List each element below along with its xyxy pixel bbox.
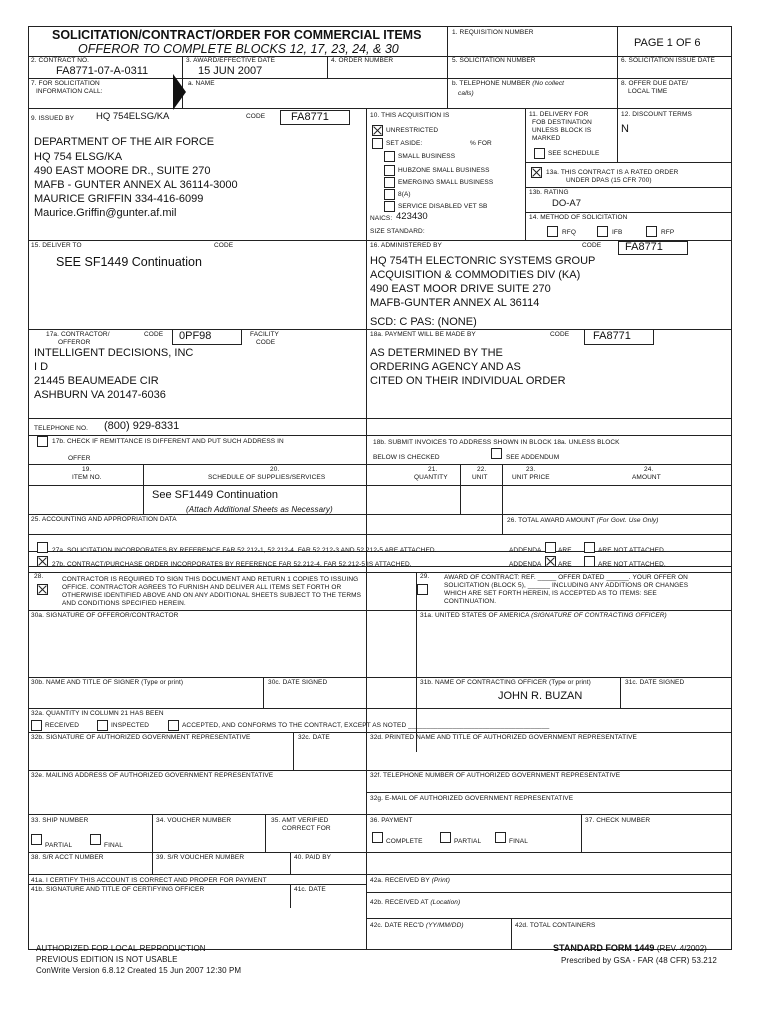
36-label: 36. PAYMENT [370, 817, 413, 824]
issuer-line-4: MAFB - GUNTER ANNEX AL 36114-3000 [34, 179, 238, 191]
32f-label: 32f. TELEPHONE NUMBER OF AUTHORIZED GOVERNMENT REPRESENTATIVE [370, 772, 621, 779]
delivery-label-2: FOB DESTINATION [532, 119, 592, 126]
contractor-line-2: I D [34, 361, 49, 373]
administered-scd: SCD: C PAS: (NONE) [370, 316, 477, 328]
see-schedule-checkbox[interactable] [534, 148, 545, 159]
complete-checkbox[interactable] [372, 832, 383, 843]
administered-line-2: ACQUISITION & COMMODITIES DIV (KA) [370, 269, 581, 281]
29-checkbox[interactable] [417, 584, 428, 595]
39-label: 39. S/R VOUCHER NUMBER [156, 854, 245, 861]
complete-label: COMPLETE [386, 838, 423, 845]
hubzone-label: HUBZONE SMALL BUSINESS [398, 167, 490, 174]
35-label-2: CORRECT FOR [282, 825, 331, 832]
hubzone-checkbox[interactable] [384, 165, 395, 176]
28-number: 28. [34, 573, 44, 580]
administered-line-3: 490 EAST MOOR DRIVE SUITE 270 [370, 283, 551, 295]
small-business-label: SMALL BUSINESS [398, 153, 456, 160]
payment-code-label: CODE [550, 331, 570, 338]
contractor-line-4: ASHBURN VA 20147-6036 [34, 389, 166, 401]
27b-are-not-label: ARE NOT ATTACHED. [598, 561, 666, 568]
telephone-label: b. TELEPHONE NUMBER (No collect [452, 80, 565, 87]
27b-are-not-checkbox[interactable] [584, 556, 595, 567]
payment-line-3: CITED ON THEIR INDIVIDUAL ORDER [370, 375, 566, 387]
administered-line-4: MAFB-GUNTER ANNEX AL 36114 [370, 297, 540, 309]
ship-final-checkbox[interactable] [90, 834, 101, 845]
remittance-label-2: OFFER [68, 455, 91, 462]
page-indicator [634, 37, 700, 50]
telephone-note: calls) [458, 90, 474, 97]
inspected-label: INSPECTED [111, 722, 150, 729]
27a-are-label: ARE [558, 547, 572, 554]
submit-invoices-label-1: 18b. SUBMIT INVOICES TO ADDRESS SHOWN IN BLOCK 18a. UNLESS BLOCK [373, 439, 620, 446]
order-number-label: 4. ORDER NUMBER [331, 57, 394, 64]
41c-label: 41c. DATE [294, 886, 326, 893]
payment-code-box [584, 329, 654, 345]
form-title: SOLICITATION/CONTRACT/ORDER FOR COMMERCIAL ITEMS [52, 28, 422, 42]
contractor-label-2: OFFEROR [58, 339, 91, 346]
27a-checkbox[interactable] [37, 542, 48, 553]
issued-code-box [280, 110, 350, 125]
rfp-label: RFP [661, 229, 675, 236]
42d-label: 42d. TOTAL CONTAINERS [515, 922, 596, 929]
col-22-num: 22. [477, 466, 487, 473]
footer-form-id: STANDARD FORM 1449 (REV. 4/2002) [553, 943, 707, 953]
29-line-3: WHICH ARE SET FORTH HEREIN, IS ACCEPTED AS TO ITEMS: SEE [444, 590, 657, 597]
rfq-checkbox[interactable] [547, 226, 558, 237]
deliver-to-label: 15. DELIVER TO [31, 242, 82, 249]
rated-order-label-2: UNDER DPAS (15 CFR 700) [566, 177, 652, 184]
offer-due-label-1: 8. OFFER DUE DATE/ [621, 80, 689, 87]
31b-label: 31b. NAME OF CONTRACTING OFFICER (Type or print) [420, 679, 591, 686]
29-line-1: AWARD OF CONTRACT: REF. _____ OFFER DATED ______. YOUR OFFER ON [444, 574, 688, 581]
small-business-checkbox[interactable] [384, 151, 395, 162]
27b-are-label: ARE [558, 561, 572, 568]
deliver-to-value: SEE SF1449 Continuation [56, 255, 202, 269]
accounting-label: 25. ACCOUNTING AND APPROPRIATION DATA [31, 516, 177, 523]
30b-label: 30b. NAME AND TITLE OF SIGNER (Type or print) [31, 679, 184, 686]
received-checkbox[interactable] [31, 720, 42, 731]
see-addendum-label: SEE ADDENDUM [506, 454, 560, 461]
41b-label: 41b. SIGNATURE AND TITLE OF CERTIFYING OFFICER [31, 886, 205, 893]
28-line-1: CONTRACTOR IS REQUIRED TO SIGN THIS DOCUMENT AND RETURN 1 COPIES TO ISSUING [62, 576, 359, 583]
acquisition-label: 10. THIS ACQUISITION IS [370, 112, 450, 119]
28-line-2: OFFICE. CONTRACTOR AGREES TO FURNISH AND DELIVER ALL ITEMS SET FORTH OR [62, 584, 342, 591]
rated-order-checkbox[interactable] [531, 167, 542, 178]
facility-label-1: FACILITY [250, 331, 279, 338]
col-20-label: SCHEDULE OF SUPPLIES/SERVICES [208, 474, 326, 481]
naics-value: 423430 [396, 211, 428, 222]
rfp-checkbox[interactable] [646, 226, 657, 237]
payment-final-checkbox[interactable] [495, 832, 506, 843]
29-line-2: SOLICITATION (BLOCK 5), ______ INCLUDING ANY ADDITIONS OR CHANGES [444, 582, 689, 589]
total-award-label: 26. TOTAL AWARD AMOUNT (For Govt. Use Only) [507, 517, 659, 524]
payment-code-value: FA8771 [593, 330, 631, 342]
payment-line-2: ORDERING AGENCY AND AS [370, 361, 521, 373]
administered-line-1: HQ 754TH ELECTONRIC SYSTEMS GROUP [370, 255, 596, 267]
ship-final-label: FINAL [104, 842, 123, 849]
footer-prescribed: Prescribed by GSA - FAR (48 CFR) 53.212 [561, 956, 717, 965]
see-addendum-checkbox[interactable] [491, 448, 502, 459]
accepted-label: ACCEPTED, AND CONFORMS TO THE CONTRACT, EXCEPT AS NOTED ______________________________________ [182, 722, 550, 729]
unrestricted-label: UNRESTRICTED [386, 127, 439, 134]
35-label-1: 35. AMT VERIFIED [271, 817, 329, 824]
rating-value: DO-A7 [552, 198, 582, 209]
42a-label: 42a. RECEIVED BY (Print) [370, 877, 450, 884]
27a-are-checkbox[interactable] [545, 542, 556, 553]
col-20-num: 20. [270, 466, 280, 473]
eight-a-checkbox[interactable] [384, 189, 395, 200]
inspected-checkbox[interactable] [97, 720, 108, 731]
info-call-label-1: 7. FOR SOLICITATION [31, 80, 100, 87]
issuer-line-6: Maurice.Griffin@gunter.af.mil [34, 207, 177, 219]
delivery-label-3: UNLESS BLOCK IS [532, 127, 592, 134]
info-call-label-2: INFORMATION CALL: [36, 88, 103, 95]
page-total: 6 [694, 37, 701, 49]
sf1449-form [28, 26, 732, 950]
42c-label: 42c. DATE REC'D (YY/MM/DD) [370, 922, 464, 929]
size-standard-label: SIZE STANDARD: [370, 228, 425, 235]
42b-label: 42b. RECEIVED AT (Location) [370, 899, 461, 906]
contract-no-value: FA8771-07-A-0311 [56, 65, 149, 77]
telephone-no-label: TELEPHONE NO. [34, 425, 89, 432]
attach-sheets-note: (Attach Additional Sheets as Necessary) [186, 505, 333, 514]
contractor-code-box [172, 329, 242, 345]
eight-a-label: 8(A) [398, 191, 411, 198]
submit-invoices-label-2: BELOW IS CHECKED [373, 454, 440, 461]
ship-partial-label: PARTIAL [45, 842, 73, 849]
41a-label: 41a. I CERTIFY THIS ACCOUNT IS CORRECT AND PROPER FOR PAYMENT [31, 877, 267, 884]
col-23-label: UNIT PRICE [512, 474, 550, 481]
name-label: a. NAME [188, 80, 215, 87]
contracting-officer-name: JOHN R. BUZAN [498, 690, 583, 702]
offer-due-label-2: LOCAL TIME [628, 88, 668, 95]
col-19-label: ITEM NO. [72, 474, 102, 481]
contractor-line-1: INTELLIGENT DECISIONS, INC [34, 347, 194, 359]
payment-label: 18a. PAYMENT WILL BE MADE BY [370, 331, 476, 338]
emerging-label: EMERGING SMALL BUSINESS [398, 179, 494, 186]
contract-no-label: 2. CONTRACT NO. [31, 57, 90, 64]
contractor-code-value: 0PF98 [179, 330, 212, 342]
issued-code-value: FA8771 [291, 111, 329, 123]
33-label: 33. SHIP NUMBER [31, 817, 89, 824]
rating-label: 13b. RATING [529, 189, 569, 196]
contracting-officer-signature-field[interactable] [420, 622, 728, 676]
solicitation-number-label: 5. SOLICITATION NUMBER [452, 57, 536, 64]
issuer-line-3: 490 EAST MOORE DR., SUITE 270 [34, 165, 211, 177]
remittance-checkbox[interactable] [37, 436, 48, 447]
28-line-3: OTHERWISE IDENTIFIED ABOVE AND ON ANY ADDITIONAL SHEETS SUBJECT TO THE TERMS [62, 592, 362, 599]
administered-code-value: FA8771 [625, 241, 663, 253]
27a-addenda-label: ADDENDA [509, 547, 542, 554]
32g-label: 32g. E-MAIL OF AUTHORIZED GOVERNMENT REPRESENTATIVE [370, 795, 574, 802]
see-schedule-label: SEE SCHEDULE [548, 150, 600, 157]
schedule-body: See SF1449 Continuation [152, 489, 278, 501]
issuer-line-2: HQ 754 ELSG/KA [34, 151, 123, 163]
28-line-4: AND CONDITIONS SPECIFIED HEREIN. [62, 600, 186, 607]
payment-partial-checkbox[interactable] [440, 832, 451, 843]
col-22-label: UNIT [472, 474, 488, 481]
setaside-checkbox[interactable] [372, 138, 383, 149]
ifb-checkbox[interactable] [597, 226, 608, 237]
solicitation-issue-date-label: 6. SOLICITATION ISSUE DATE [621, 57, 715, 64]
arrow-right-icon [173, 74, 186, 110]
31a-label: 31a. UNITED STATES OF AMERICA (SIGNATURE OF CONTRACTING OFFICER) [420, 612, 667, 619]
form-subtitle: OFFEROR TO COMPLETE BLOCKS 12, 17, 23, 24, & 30 [78, 42, 399, 56]
page-label: PAGE 1 OF [634, 37, 692, 49]
remittance-label-1: 17b. CHECK IF REMITTANCE IS DIFFERENT AND PUT SUCH ADDRESS IN [52, 438, 284, 445]
accepted-checkbox[interactable] [168, 720, 179, 731]
requisition-number-label: 1. REQUISITION NUMBER [452, 29, 534, 36]
deliver-code-label: CODE [214, 242, 234, 249]
administered-code-label: CODE [582, 242, 602, 249]
col-21-label: QUANTITY [414, 474, 448, 481]
30a-label: 30a. SIGNATURE OF OFFEROR/CONTRACTOR [31, 612, 179, 619]
30c-label: 30c. DATE SIGNED [268, 679, 328, 686]
col-21-num: 21. [428, 466, 438, 473]
naics-label: NAICS: [370, 215, 393, 222]
27a-are-not-checkbox[interactable] [584, 542, 595, 553]
27b-are-checkbox[interactable] [545, 556, 556, 567]
32b-label: 32b. SIGNATURE OF AUTHORIZED GOVERNMENT REPRESENTATIVE [31, 734, 251, 741]
administered-label: 16. ADMINISTERED BY [370, 242, 442, 249]
27b-label: 27b. CONTRACT/PURCHASE ORDER INCORPORATES BY REFERENCE FAR 52.212-4. FAR 52.212-5 IS ATTACHED. [52, 561, 412, 568]
facility-label-2: CODE [256, 339, 276, 346]
ship-partial-checkbox[interactable] [31, 834, 42, 845]
32a-label: 32a. QUANTITY IN COLUMN 21 HAS BEEN [31, 710, 164, 717]
discount-terms-label: 12. DISCOUNT TERMS [621, 111, 692, 118]
31c-label: 31c. DATE SIGNED [625, 679, 685, 686]
29-number: 29. [420, 573, 430, 580]
col-23-num: 23. [526, 466, 536, 473]
discount-terms-value: N [621, 123, 629, 135]
award-date-value: 15 JUN 2007 [198, 65, 263, 77]
38-label: 38. S/R ACCT NUMBER [31, 854, 104, 861]
27a-label: 27a. SOLICITATION INCORPORATES BY REFERENCE FAR 52.212-1, 52.212-4. FAR 52.212-3 AND 52.212-5 ARE ATTACHED. [52, 547, 437, 554]
unrestricted-checkbox[interactable] [372, 125, 383, 136]
award-date-label: 3. AWARD/EFFECTIVE DATE [186, 57, 276, 64]
col-24-num: 24. [644, 466, 654, 473]
footer-conwrite: ConWrite Version 6.8.12 Created 15 Jun 2007 12:30 PM [36, 966, 242, 975]
ifb-label: IFB [612, 229, 623, 236]
rfq-label: RFQ [562, 229, 577, 236]
rated-order-label-1: 13a. THIS CONTRACT IS A RATED ORDER [546, 169, 679, 176]
telephone-no-value: (800) 929-8331 [104, 420, 180, 432]
payment-partial-label: PARTIAL [454, 838, 482, 845]
29-line-4: CONTINUATION. [444, 598, 497, 605]
sdvosb-checkbox[interactable] [384, 201, 395, 212]
footer-reproduction: AUTHORIZED FOR LOCAL REPRODUCTION [36, 944, 206, 953]
issued-code-label: CODE [246, 113, 266, 120]
27b-checkbox[interactable] [37, 556, 48, 567]
received-label: RECEIVED [45, 722, 80, 729]
27a-are-not-label: ARE NOT ATTACHED. [598, 547, 666, 554]
contractor-line-3: 21445 BEAUMEADE CIR [34, 375, 159, 387]
27b-addenda-label: ADDENDA [509, 561, 542, 568]
sdvosb-label: SERVICE DISABLED VET SB [398, 203, 488, 210]
footer-previous-edition: PREVIOUS EDITION IS NOT USABLE [36, 955, 178, 964]
col-24-label: AMOUNT [632, 474, 661, 481]
delivery-label-4: MARKED [532, 135, 561, 142]
contractor-code-label: CODE [144, 331, 164, 338]
34-label: 34. VOUCHER NUMBER [156, 817, 232, 824]
delivery-label-1: 11. DELIVERY FOR [529, 111, 589, 118]
28-checkbox[interactable] [37, 584, 48, 595]
37-label: 37. CHECK NUMBER [585, 817, 651, 824]
percent-for-label: % FOR [470, 140, 492, 147]
issued-by-label: 9. ISSUED BY [31, 115, 75, 122]
32e-label: 32e. MAILING ADDRESS OF AUTHORIZED GOVERNMENT REPRESENTATIVE [31, 772, 274, 779]
payment-final-label: FINAL [509, 838, 528, 845]
32c-label: 32c. DATE [298, 734, 330, 741]
method-label: 14. METHOD OF SOLICITATION [529, 214, 628, 221]
issued-by-value: HQ 754ELSG/KA [96, 111, 170, 122]
setaside-label: SET ASIDE: [386, 140, 423, 147]
40-label: 40. PAID BY [294, 854, 332, 861]
emerging-checkbox[interactable] [384, 177, 395, 188]
offeror-signature-field[interactable] [31, 622, 363, 676]
issuer-line-1: DEPARTMENT OF THE AIR FORCE [34, 136, 215, 148]
administered-code-box [618, 241, 688, 255]
contractor-label-1: 17a. CONTRACTOR/ [46, 331, 110, 338]
issuer-line-5: MAURICE GRIFFIN 334-416-6099 [34, 193, 204, 205]
32d-label: 32d. PRINTED NAME AND TITLE OF AUTHORIZED GOVERNMENT REPRESENTATIVE [370, 734, 637, 741]
payment-line-1: AS DETERMINED BY THE [370, 347, 503, 359]
col-19-num: 19. [82, 466, 92, 473]
